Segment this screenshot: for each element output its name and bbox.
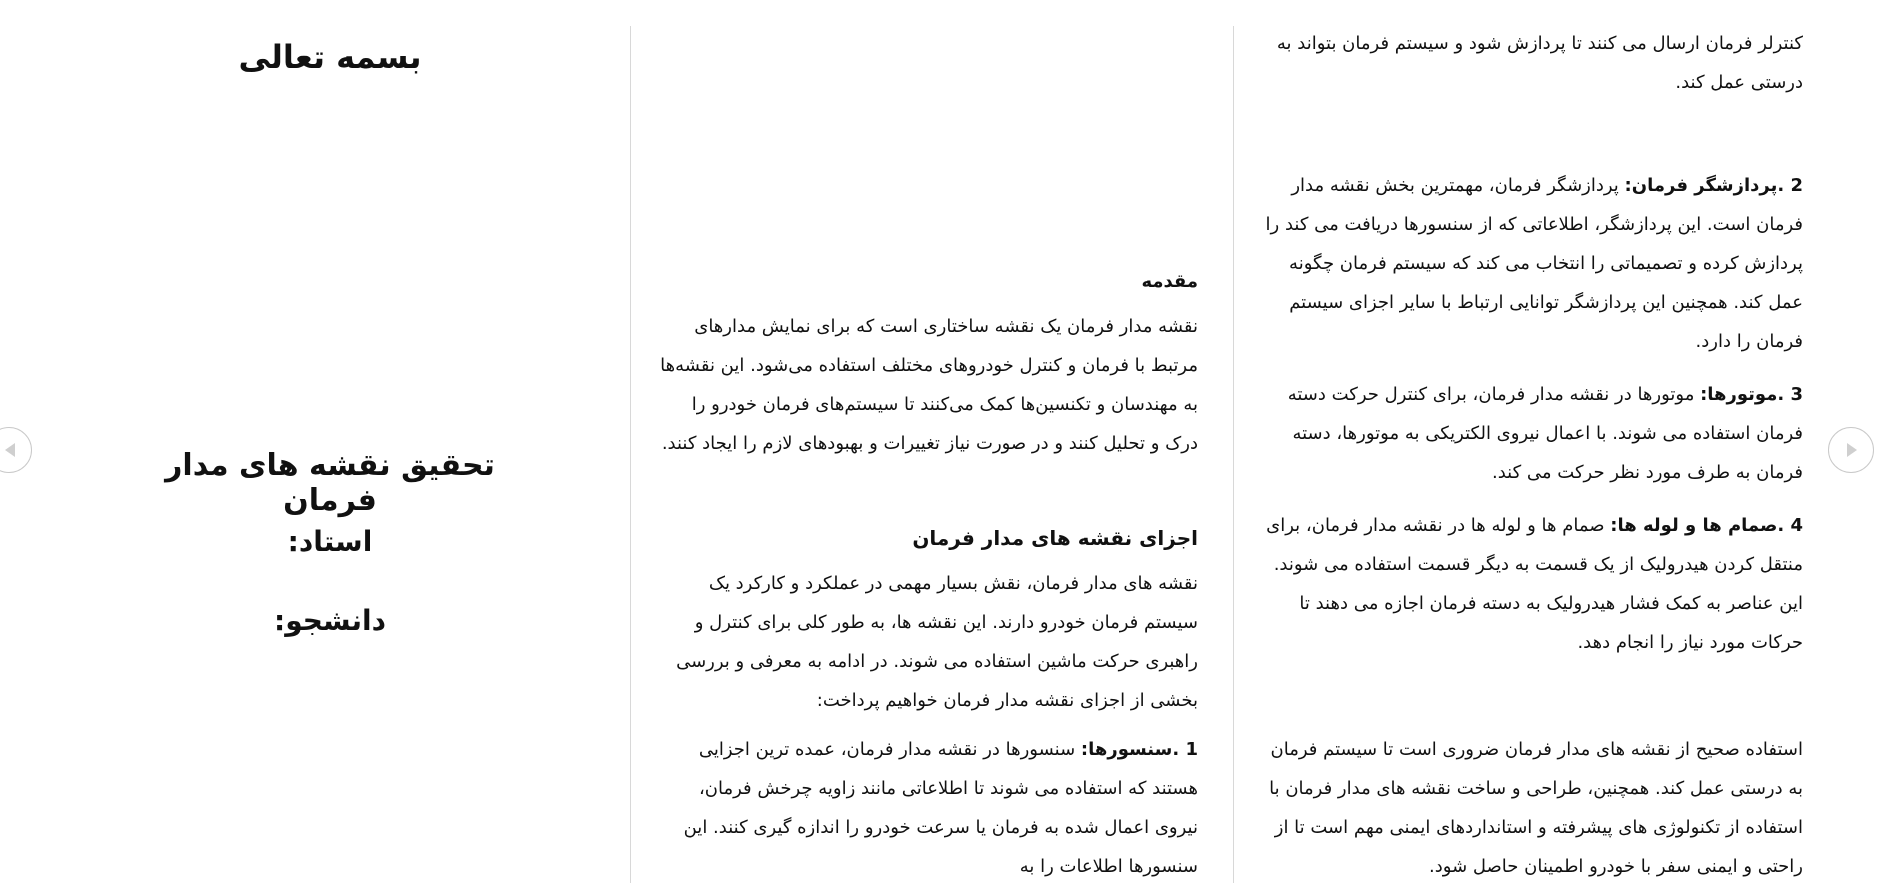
closing-paragraph: استفاده صحیح از نقشه های مدار فرمان ضروری است تا سیستم فرمان به درستی عمل کند. همچنین، طراحی و ساخت نقشه های مدار فرمان با استفاده از تکنولوژی های پیشرفته و استانداردهای ایمنی مهم است تا از راحتی و ایمنی سفر با خودرو اطمینان حاصل شود.	[1269, 739, 1803, 877]
basmala-heading: بسمه تعالی	[238, 38, 422, 76]
item-text: موتورها در نقشه مدار فرمان، برای کنترل حرکت دسته فرمان استفاده می شوند. با اعمال نیروی الکتریکی به موتورها، دسته فرمان به طرف مورد نظر حرکت می کند.	[1287, 384, 1803, 483]
next-page-button[interactable]	[1828, 427, 1874, 473]
components-paragraph: نقشه های مدار فرمان، نقش بسیار مهمی در عملکرد و کارکرد یک سیستم فرمان خودرو دارند. این نقشه ها، به طور کلی برای کنترل و راهبری حرکت ماشین استفاده می شوند. در ادامه به معرفی و بررسی بخشی از اجزای نقشه مدار فرمان خواهیم پرداخت:	[676, 573, 1198, 711]
components-heading: اجزای نقشه های مدار فرمان	[912, 526, 1198, 550]
intro-paragraph: نقشه مدار فرمان یک نقشه ساختاری است که برای نمایش مدارهای مرتبط با فرمان و کنترل خودروهای مختلف استفاده می‌شود. این نقشه‌ها به مهندسان و تکنسین‌ها کمک می‌کنند تا سیستم‌های فرمان خودرو را درک و تحلیل کنند و در صورت نیاز تغییرات و بهبودهای لازم را ایجاد کنند.	[660, 316, 1198, 454]
list-item-processor	[1263, 166, 1803, 361]
intro-heading: مقدمه	[1141, 271, 1198, 292]
page-body	[1263, 24, 1803, 883]
item-label: 3 .موتورها:	[1700, 384, 1803, 405]
page-introduction	[630, 0, 1233, 883]
instructor-label: استاد:	[287, 525, 373, 558]
list-item-sensors	[658, 730, 1198, 883]
chevron-left-icon	[0, 440, 20, 460]
continued-paragraph: کنترلر فرمان ارسال می کنند تا پردازش شود و سیستم فرمان بتواند به درستی عمل کند.	[1276, 33, 1803, 93]
page-title-page	[0, 0, 630, 883]
list-item-motors	[1263, 375, 1803, 492]
item-label: 2 .پردازشگر فرمان:	[1624, 175, 1803, 196]
item-label: 4 .صمام ها و لوله ها:	[1610, 515, 1803, 536]
chevron-right-icon	[1842, 440, 1862, 460]
item-text: پردازشگر فرمان، مهمترین بخش نقشه مدار فرمان است. این پردازشگر، اطلاعاتی که از سنسورها دریافت می کند را پردازش کرده و تصمیماتی را انتخاب می کند که سیستم فرمان چگونه عمل کند. همچنین این پردازشگر توانایی ارتباط با سایر اجزای سیستم فرمان را دارد.	[1265, 175, 1803, 352]
document-title: تحقیق نقشه های مدار فرمان	[165, 448, 495, 518]
item-text: سنسورها در نقشه مدار فرمان، عمده ترین اجزایی هستند که استفاده می شوند تا اطلاعاتی مانند زاویه چرخش فرمان، نیروی اعمال شده به فرمان یا سرعت خودرو را اندازه گیری کنند. این سنسورها اطلاعات را به	[683, 739, 1198, 877]
list-item-valves	[1263, 506, 1803, 662]
page-body	[658, 262, 1198, 883]
student-label: دانشجو:	[274, 604, 386, 637]
item-label: 1 .سنسورها:	[1080, 739, 1198, 760]
page-components	[1233, 0, 1882, 883]
item-text: صمام ها و لوله ها در نقشه مدار فرمان، برای منتقل کردن هیدرولیک از یک قسمت به دیگر قسمت استفاده می شوند. این عناصر به کمک فشار هیدرولیک به دسته فرمان اجازه می دهند تا حرکات مورد نیاز را انجام دهد.	[1266, 515, 1803, 653]
